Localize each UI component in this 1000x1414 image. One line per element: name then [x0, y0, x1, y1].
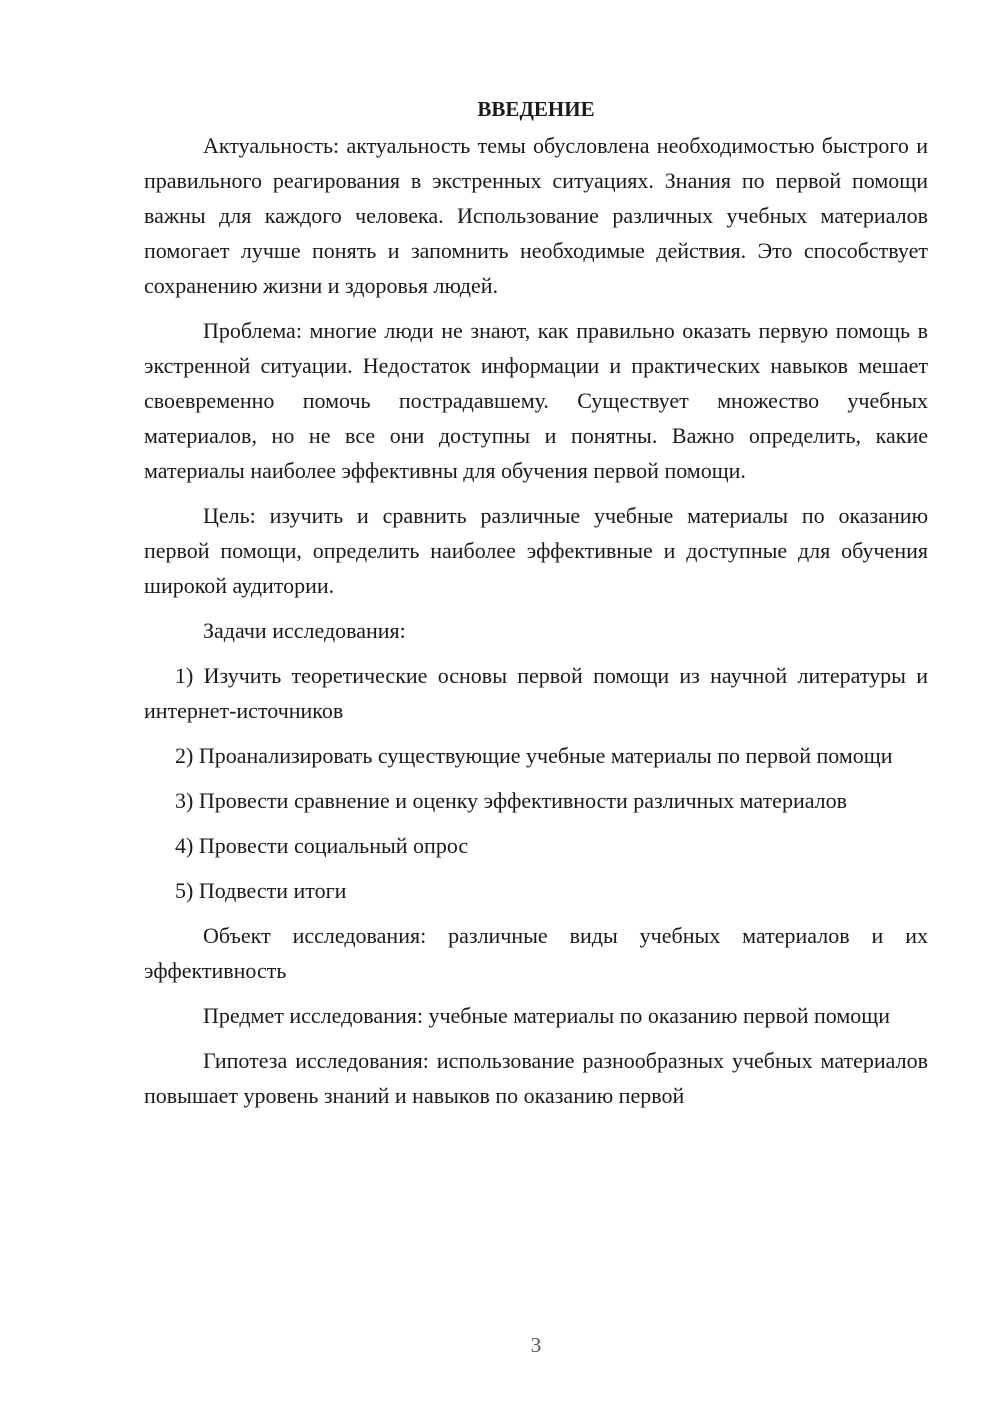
tasks-heading: Задачи исследования:: [203, 618, 406, 643]
goal-paragraph: Цель: изучить и сравнить различные учебные материалы по оказанию первой помощи, определить наиболее эффективные и доступные для обучения широкой аудитории.: [144, 503, 928, 598]
relevance-paragraph: Актуальность: актуальность темы обусловлена необходимостью быстрого и правильного реагирования в экстренных ситуациях. Знания по первой помощи важны для каждого человека. Использование различных учебных материалов помогает лучше понять и запомнить необходимые действия. Это способствует сохранению жизни и здоровья людей.: [144, 133, 928, 298]
subject-paragraph: Предмет исследования: учебные материалы по оказанию первой помощи: [203, 1003, 890, 1028]
problem-paragraph: Проблема: многие люди не знают, как правильно оказать первую помощь в экстренной ситуации. Недостаток информации и практических навыков мешает своевременно помочь пострадавшему. Существует множество учебных материалов, но не все они доступны и понятны. Важно определить, какие материалы наиболее эффективны для обучения первой помощи.: [144, 318, 928, 483]
object-paragraph: Объект исследования: различные виды учебных материалов и их эффективность: [144, 923, 928, 983]
page-title: ВВЕДЕНИЕ: [477, 97, 595, 121]
page-number: 3: [530, 1333, 542, 1357]
task-item: 1) Изучить теоретические основы первой помощи из научной литературы и интернет-источников: [144, 663, 928, 723]
hypothesis-paragraph: Гипотеза исследования: использование разнообразных учебных материалов повышает уровень знаний и навыков по оказанию первой: [144, 1048, 928, 1108]
task-item: 2) Проанализировать существующие учебные материалы по первой помощи: [175, 743, 893, 768]
task-item: 4) Провести социальный опрос: [175, 833, 469, 858]
page-content: [144, 92, 928, 1123]
task-item: 5) Подвести итоги: [175, 878, 347, 903]
task-item: 3) Провести сравнение и оценку эффективности различных материалов: [175, 788, 848, 813]
